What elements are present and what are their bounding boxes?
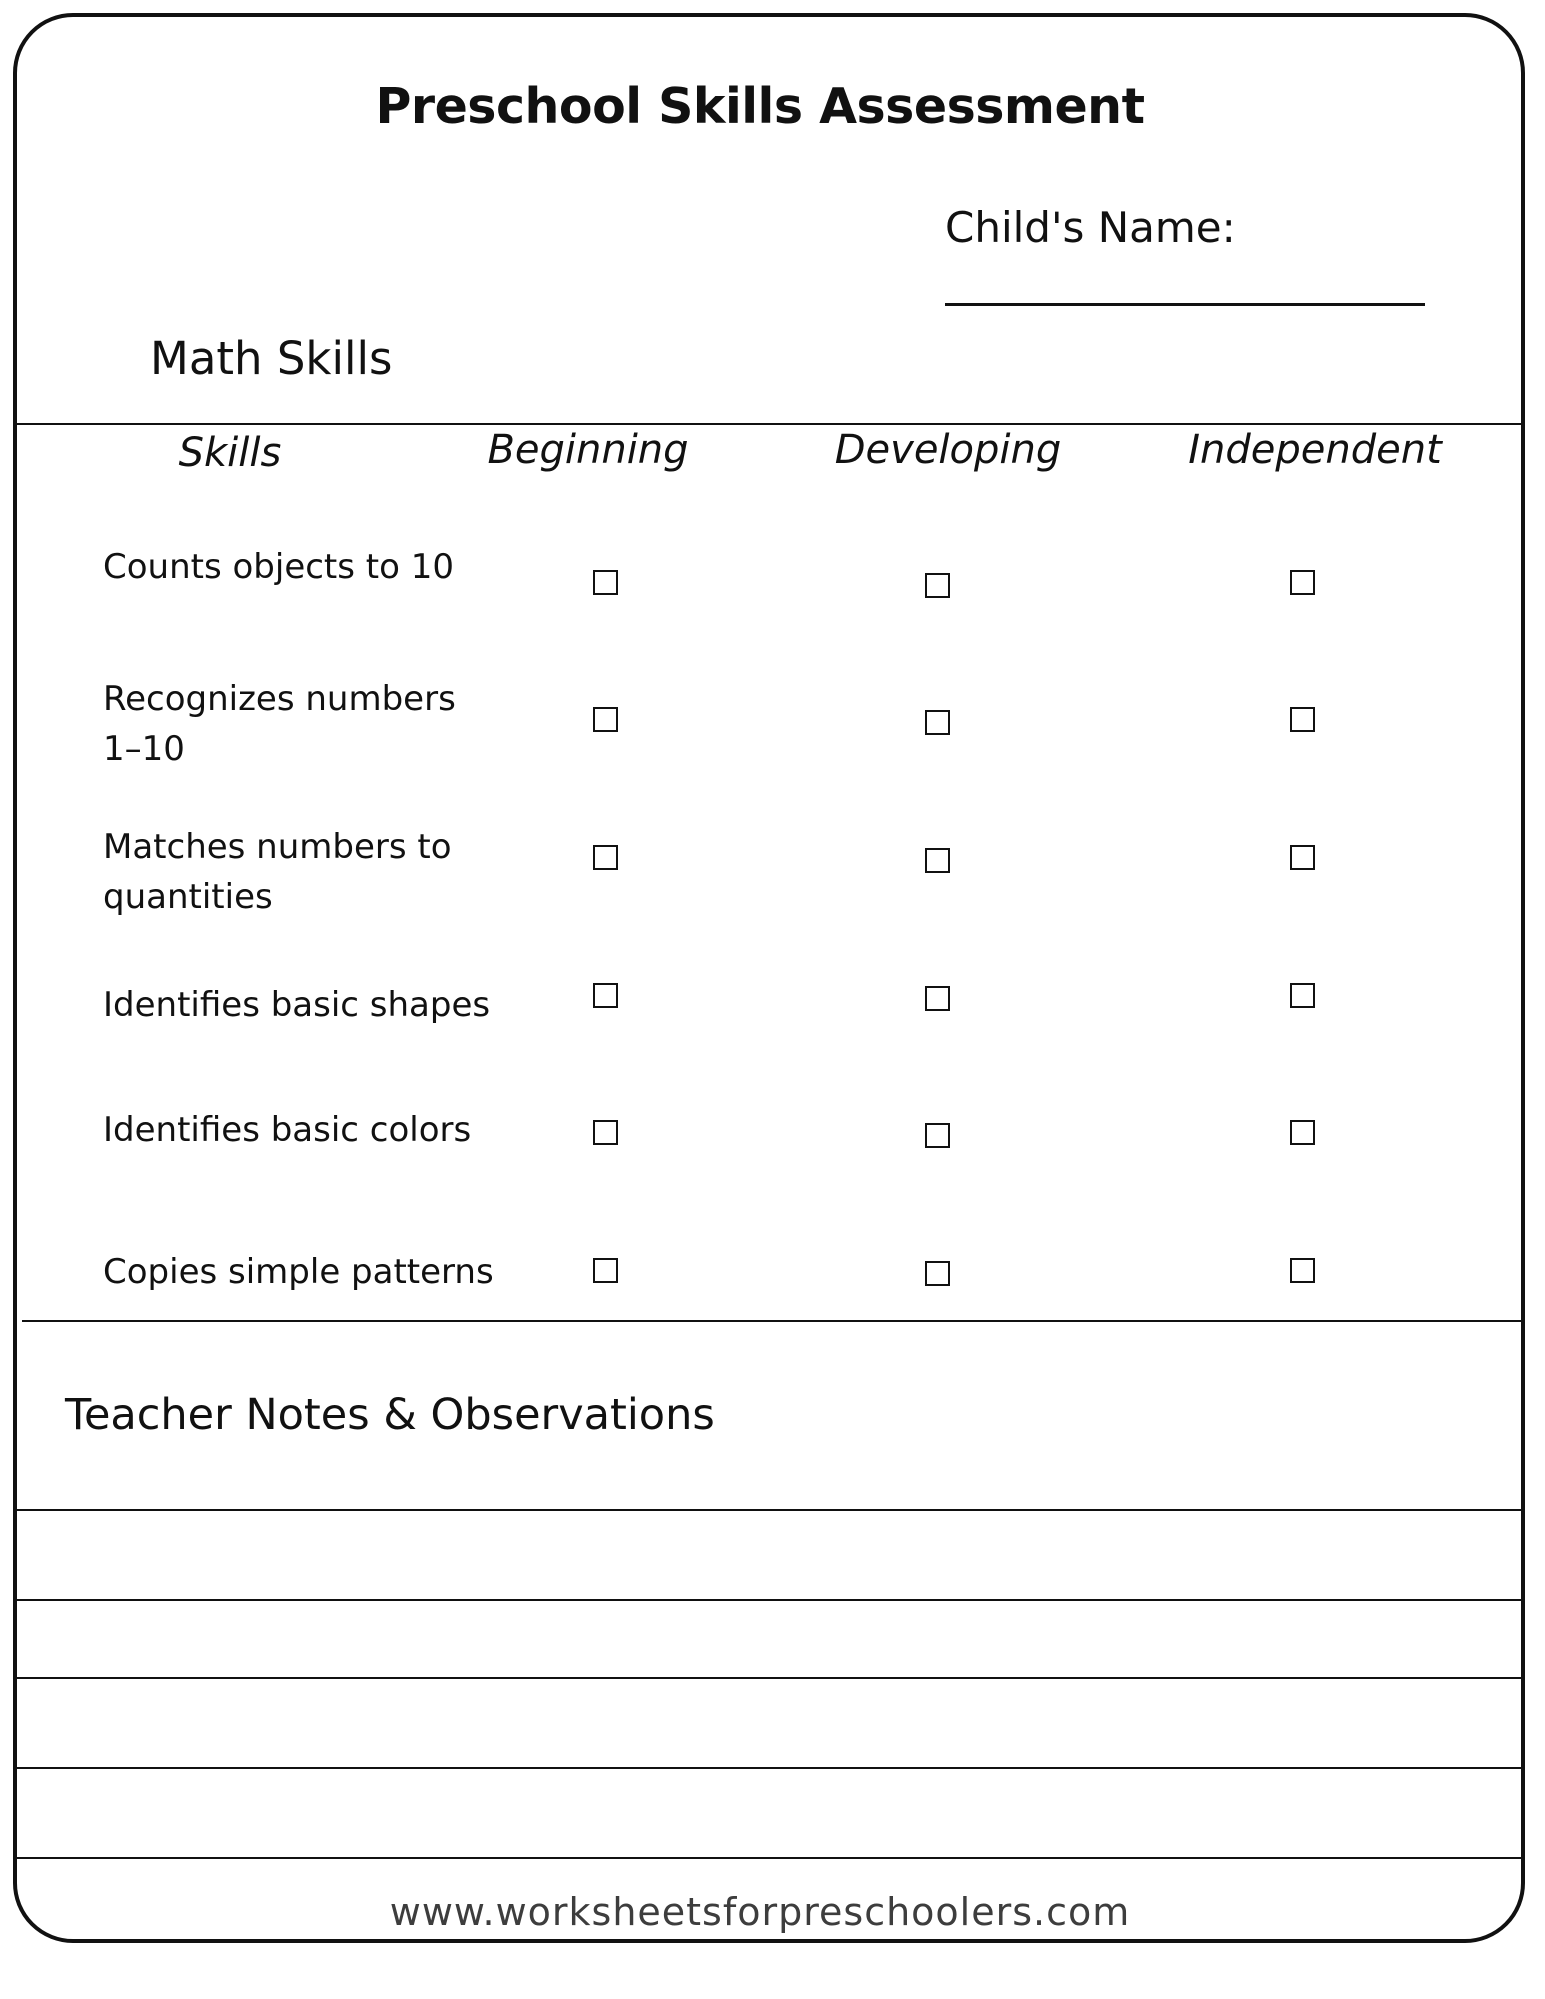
skill-label-counts-objects: Counts objects to 10 [103, 547, 454, 587]
column-header-developing: Developing [834, 427, 1062, 473]
checkbox-identifies-shapes-beginning[interactable] [593, 983, 618, 1008]
checkbox-copies-patterns-developing[interactable] [925, 1261, 950, 1286]
checkbox-identifies-colors-independent[interactable] [1290, 1120, 1315, 1145]
checkbox-recognizes-numbers-developing[interactable] [925, 710, 950, 735]
skill-label-line-2: quantities [103, 877, 273, 917]
skill-label-recognizes-numbers [103, 674, 503, 774]
notes-line[interactable] [15, 1767, 1523, 1769]
child-name-label: Child's Name: [945, 203, 1236, 252]
checkbox-recognizes-numbers-beginning[interactable] [593, 707, 618, 732]
skill-label-identifies-colors: Identifies basic colors [103, 1110, 472, 1150]
notes-line[interactable] [15, 1857, 1523, 1859]
checkbox-counts-objects-beginning[interactable] [593, 570, 618, 595]
column-header-independent: Independent [1188, 427, 1442, 473]
page-title: Preschool Skills Assessment [375, 78, 1145, 135]
column-header-skills: Skills [178, 430, 282, 476]
table-bottom-divider [22, 1320, 1522, 1322]
skill-label-identifies-shapes: Identifies basic shapes [103, 985, 491, 1025]
checkbox-identifies-shapes-independent[interactable] [1290, 983, 1315, 1008]
notes-line[interactable] [15, 1677, 1523, 1679]
checkbox-copies-patterns-independent[interactable] [1290, 1258, 1315, 1283]
notes-line[interactable] [15, 1509, 1523, 1511]
checkbox-recognizes-numbers-independent[interactable] [1290, 707, 1315, 732]
column-header-beginning: Beginning [487, 427, 689, 473]
notes-line[interactable] [15, 1599, 1523, 1601]
footer-website: www.worksheetsforpreschoolers.com [389, 1890, 1131, 1934]
checkbox-counts-objects-developing[interactable] [925, 573, 950, 598]
checkbox-counts-objects-independent[interactable] [1290, 570, 1315, 595]
checkbox-copies-patterns-beginning[interactable] [593, 1258, 618, 1283]
skill-label-matches-numbers [103, 822, 503, 922]
checkbox-matches-numbers-developing[interactable] [925, 848, 950, 873]
checkbox-identifies-colors-beginning[interactable] [593, 1120, 618, 1145]
table-top-divider [15, 423, 1523, 425]
checkbox-matches-numbers-beginning[interactable] [593, 845, 618, 870]
notes-heading: Teacher Notes & Observations [65, 1390, 715, 1440]
skill-label-line-1: Recognizes numbers [103, 679, 456, 719]
skill-label-line-1: Matches numbers to [103, 827, 452, 867]
checkbox-identifies-colors-developing[interactable] [925, 1123, 950, 1148]
skill-label-line-2: 1–10 [103, 729, 185, 769]
section-heading-math-skills: Math Skills [150, 332, 393, 385]
checkbox-matches-numbers-independent[interactable] [1290, 845, 1315, 870]
child-name-line[interactable] [945, 303, 1425, 306]
skill-label-copies-patterns: Copies simple patterns [103, 1252, 494, 1292]
checkbox-identifies-shapes-developing[interactable] [925, 986, 950, 1011]
